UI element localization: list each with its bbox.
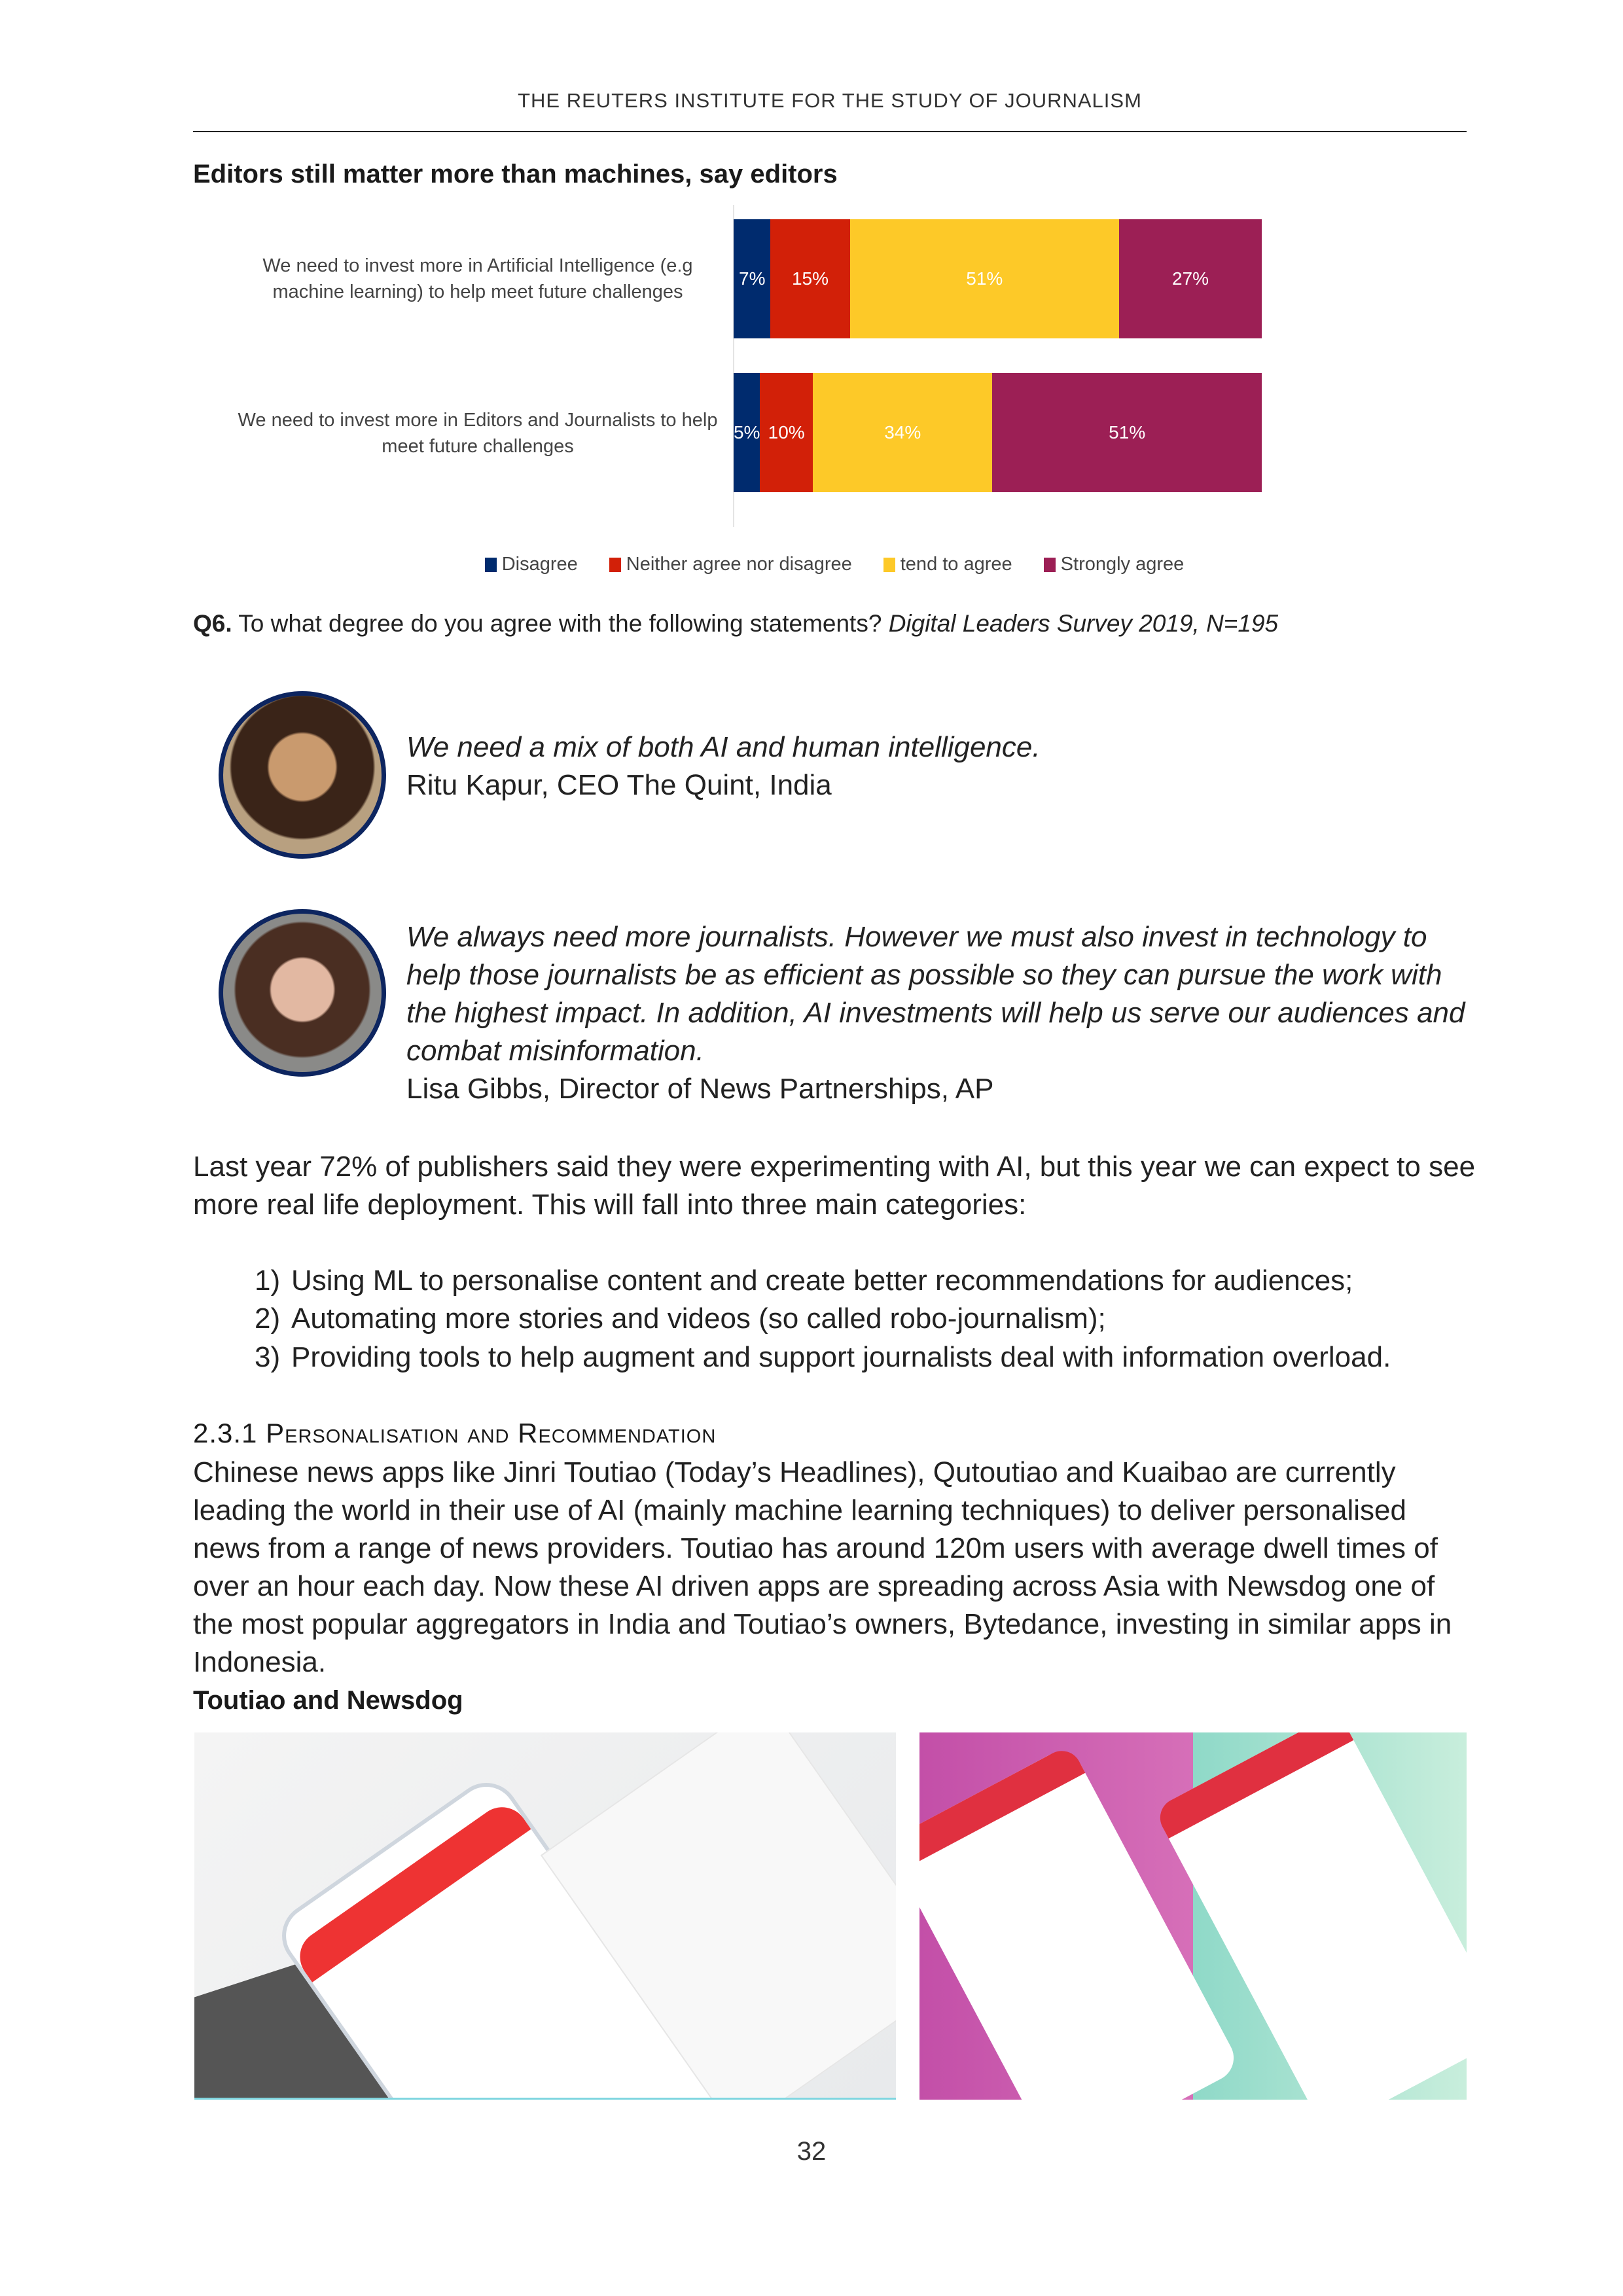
survey-source: Digital Leaders Survey 2019, N=195 [888, 610, 1279, 637]
bar-segment-tend-to-agree [850, 219, 1120, 338]
legend-label: Disagree [501, 554, 578, 575]
chart-bars [734, 0, 1262, 589]
legend-swatch [485, 558, 497, 572]
page-number: 32 [796, 2137, 827, 2166]
quote-ritu-kapur [406, 728, 1480, 804]
section-paragraph: Chinese news apps like Jinri Toutiao (Today’s Headlines), Qutoutiao and Kuaibao are currently leading the world in their use of AI (mainly machine learning techniques) to deliver personalised news from a range of news providers. Toutiao has around 120m users with average dwell times of over an hour each day. Now these AI driven apps are spreading across Asia with Newsdog one of the most popular aggregators in India and Toutiao’s owners, Bytedance, investing in similar apps in Indonesia. [193, 1456, 1452, 1678]
legend-swatch [609, 558, 621, 572]
quote-author: Lisa Gibbs, Director of News Partnerships, AP [406, 1073, 994, 1105]
list-text: Using ML to personalise content and create better recommendations for audiences; [291, 1265, 1353, 1297]
app-header-bar [290, 1797, 531, 1982]
bar-segment-tend-to-agree [813, 373, 992, 492]
list-item [255, 1262, 1353, 1300]
data-label: 34% [884, 422, 921, 442]
quote-lisa-gibbs [406, 918, 1480, 1108]
chart-category-label: We need to invest more in Artificial Intelligence (e.g machine learning) to help meet future challenges [262, 255, 693, 302]
legend-item [485, 554, 578, 575]
intro-paragraph: Last year 72% of publishers said they were experimenting with AI, but this year we can expect to see more real life deployment. This will fall into three main categories: [193, 1151, 1476, 1221]
bar-segment-neither-agree-nor-disagree [770, 219, 849, 338]
list-number: 3) [255, 1341, 281, 1373]
quote-author: Ritu Kapur, CEO The Quint, India [406, 769, 832, 801]
data-label: 5% [733, 422, 760, 442]
newsdog-app-image [919, 1732, 1467, 2100]
ritu-kapur-photo [219, 691, 386, 859]
bar-segment-neither-agree-nor-disagree [760, 373, 813, 492]
section-heading: 2.3.1 Personalisation and Recommendation [193, 1418, 717, 1448]
data-label: 51% [1109, 422, 1146, 442]
running-header: THE REUTERS INSTITUTE FOR THE STUDY OF JOURNALISM [518, 89, 1142, 112]
bar-segment-disagree [734, 373, 760, 492]
question-text: To what degree do you agree with the following statements? [232, 610, 889, 637]
list-item [255, 1338, 1391, 1376]
list-text: Automating more stories and videos (so called robo-journalism); [291, 1302, 1106, 1335]
legend-item [1044, 554, 1185, 575]
bar-segment-disagree [734, 219, 770, 338]
toutiao-app-image [194, 1732, 896, 2100]
lisa-gibbs-photo [219, 909, 386, 1077]
legend-swatch [1044, 558, 1056, 572]
data-label: 15% [791, 268, 829, 289]
legend-item [883, 554, 1012, 575]
figure-title: Toutiao and Newsdog [193, 1686, 463, 1715]
app-header-bar [1153, 1732, 1353, 1839]
bar-segment-strongly-agree [992, 373, 1262, 492]
legend-label: Neither agree nor disagree [626, 554, 852, 575]
chart-legend [0, 554, 1623, 575]
list-number: 1) [255, 1265, 281, 1297]
chart-category-label: We need to invest more in Editors and Journalists to help meet future challenges [238, 410, 718, 457]
legend-label: Strongly agree [1060, 554, 1185, 575]
data-label: 10% [768, 422, 805, 442]
legend-item [609, 554, 852, 575]
quote-text: We need a mix of both AI and human intelligence. [406, 731, 1041, 763]
legend-label: tend to agree [900, 554, 1012, 575]
bar-segment-strongly-agree [1119, 219, 1262, 338]
chart-title: Editors still matter more than machines, say editors [193, 160, 838, 188]
data-label: 27% [1172, 268, 1209, 289]
data-label: 51% [966, 268, 1003, 289]
quote-text: We always need more journalists. However we must also invest in technology to help those journalists be as efficient as possible so they can pursue the work with the highest impact. In addition, AI investments will help us serve our audiences and combat misinformation. [406, 921, 1465, 1067]
legend-swatch [883, 558, 895, 572]
list-item [255, 1300, 1106, 1338]
chart-caption [193, 610, 1278, 637]
app-header-bar [919, 1744, 1085, 1871]
list-text: Providing tools to help augment and support journalists deal with information overload. [291, 1341, 1391, 1373]
list-number: 2) [255, 1302, 281, 1335]
question-number: Q6. [193, 610, 232, 637]
data-label: 7% [739, 268, 766, 289]
